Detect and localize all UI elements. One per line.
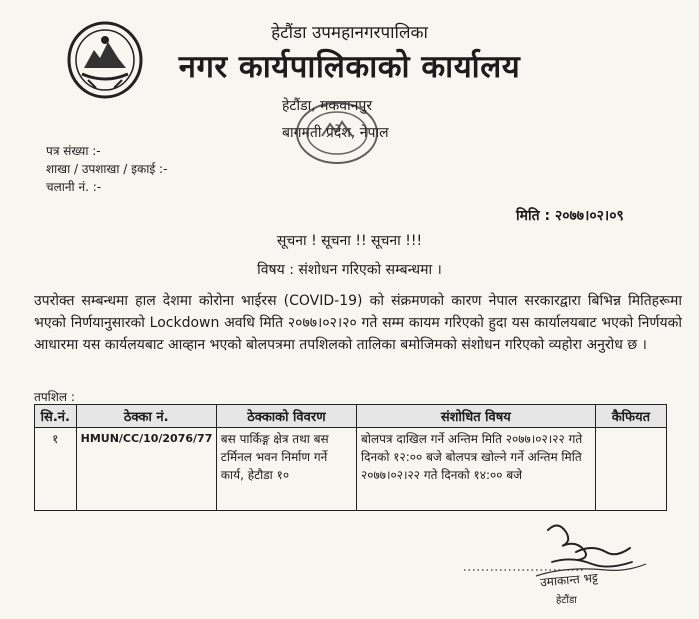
- dispatch-number-label: चलानी नं. :-: [46, 180, 102, 194]
- office-stamp-icon: [294, 100, 380, 166]
- signatory-place: हेटौंडा: [556, 595, 577, 606]
- branch-label: शाखा / उपशाखा / इकाई :-: [46, 162, 168, 176]
- header-remarks: कैफियत: [595, 405, 666, 428]
- letter-number-label: पत्र संख्या :-: [46, 144, 101, 158]
- header-serial: सि.नं.: [35, 405, 77, 428]
- subject-line: विषय : संशोधन गरिएको सम्बन्धमा ।: [257, 262, 442, 278]
- office-title: नगर कार्यपालिकाको कार्यालय: [178, 49, 521, 85]
- cell-description: बस पार्किङ्ग क्षेत्र तथा बस टर्मिनल भवन निर्माण गर्ने कार्य, हेटौडा १०: [216, 428, 356, 511]
- cell-revised-subject: बोलपत्र दाखिल गर्ने अन्तिम मिति २०७७।०२।२२ गते दिनको १२:०० बजे बोलपत्र खोल्ने गर्ने अन्तिम मिति २०७७।०२।२२ गते दिनको १४:०० बजे: [356, 428, 595, 511]
- municipality-name: हेटौंडा उपमहानगरपालिका: [271, 23, 428, 43]
- address-line-2: बागमती प्रदेश, नेपाल: [282, 125, 389, 141]
- cell-serial: १: [35, 428, 77, 511]
- header-revised-subject: संशोधित विषय: [356, 405, 595, 428]
- header-description: ठेक्काको विवरण: [216, 405, 356, 428]
- document-date: मिति : २०७७।०२।०९: [516, 208, 624, 224]
- body-paragraph: उपरोक्त सम्बन्धमा हाल देशमा कोरोना भाईरस (COVID-19) को संक्रमणको कारण नेपाल सरकारद्वारा बिभिन्न मितिहरूमा भएको निर्णयानुसारको Lockdown अवधि मिति २०७७।०२।२० गते सम्म कायम गरिएको हुदा यस कार्यालयबाट भएको निर्णयको आधारमा यस कार्यलयबाट आव्हान भएको बोलपत्रमा तपशिलको तालिका बमोजिमको संशोधन गरिएको व्यहोरा अनुरोध छ ।: [34, 293, 682, 353]
- signatory-name: उमाकान्त भट्ट: [539, 570, 599, 590]
- address-line-1: हेटौंडा, मकवानपुर: [282, 98, 373, 114]
- table-label: तपशिल :: [34, 390, 75, 404]
- cell-contract-no: HMUN/CC/10/2076/77: [76, 428, 216, 511]
- notice-heading: सूचना ! सूचना !! सूचना !!!: [276, 233, 423, 249]
- header-contract-no: ठेक्का नं.: [76, 405, 216, 428]
- table-header-row: [35, 405, 667, 428]
- schedule-table: [34, 404, 667, 511]
- cell-remarks: [595, 428, 666, 511]
- table-row: [35, 428, 667, 511]
